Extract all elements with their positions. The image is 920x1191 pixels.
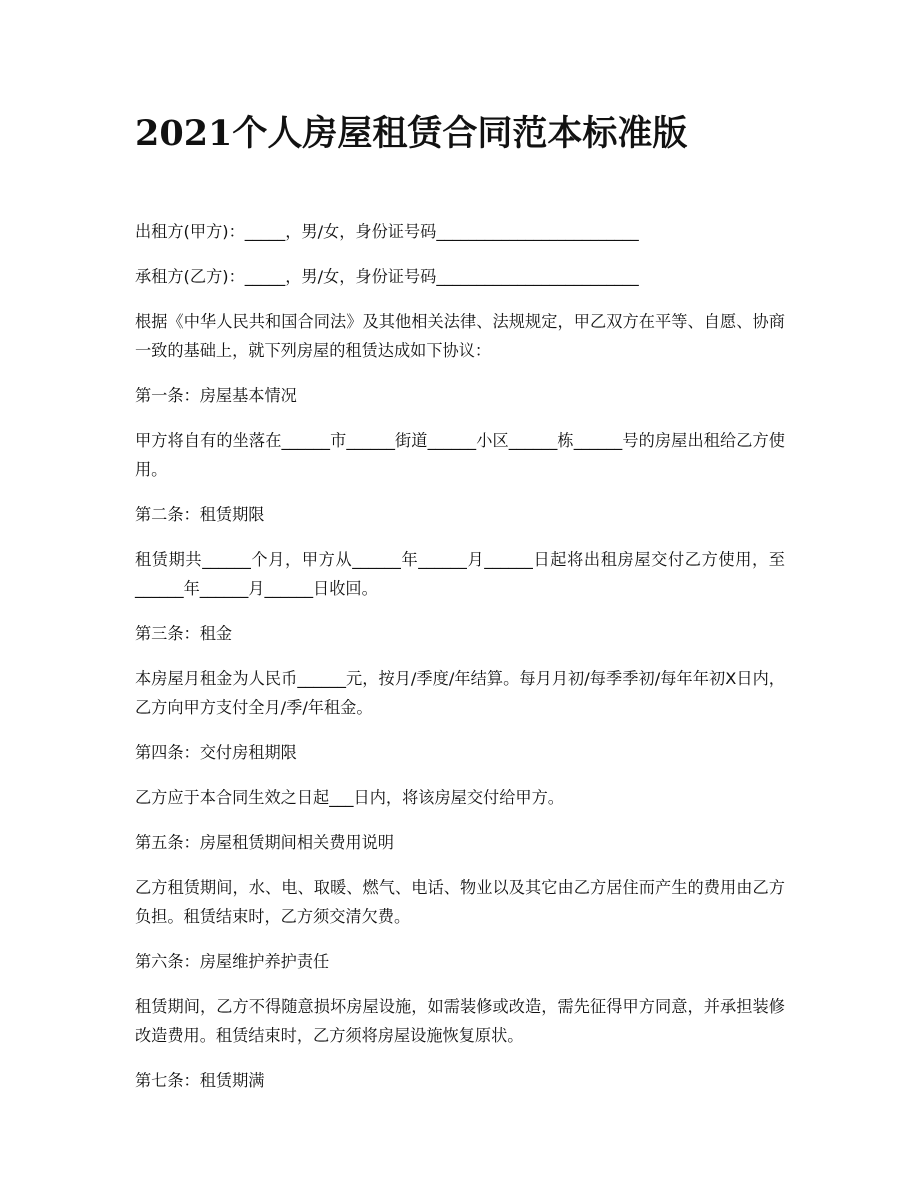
clause-1-heading: 第一条：房屋基本情况 [135,386,297,405]
document-body [135,217,785,1111]
clause-2-text: 租赁期共______个月，甲方从______年______月______日起将出租房屋交付乙方使用，至______年______月______日收回。 [135,550,785,598]
party-b-line: 承租方(乙方)：_____，男/女，身份证号码_________________________ [135,267,639,286]
document-title: 2021个人房屋租赁合同范本标准版 [135,113,688,154]
party-a-line: 出租方(甲方)：_____，男/女，身份证号码_________________________ [135,222,639,241]
clause-2-heading: 第二条：租赁期限 [135,505,265,524]
intro-paragraph: 根据《中华人民共和国合同法》及其他相关法律、法规规定，甲乙双方在平等、自愿、协商一致的基础上，就下列房屋的租赁达成如下协议： [135,312,785,360]
clause-4-heading: 第四条：交付房租期限 [135,743,297,762]
clause-5-heading: 第五条：房屋租赁期间相关费用说明 [135,833,394,852]
clause-3-text: 本房屋月租金为人民币______元，按月/季度/年结算。每月月初/每季季初/每年年初X日内，乙方向甲方支付全月/季/年租金。 [135,669,785,717]
clause-7-heading: 第七条：租赁期满 [135,1071,265,1090]
clause-6-text: 租赁期间，乙方不得随意损坏房屋设施，如需装修或改造，需先征得甲方同意，并承担装修改造费用。租赁结束时，乙方须将房屋设施恢复原状。 [135,997,785,1045]
clause-4-text: 乙方应于本合同生效之日起___日内，将该房屋交付给甲方。 [135,788,564,807]
clause-5-text: 乙方租赁期间，水、电、取暖、燃气、电话、物业以及其它由乙方居住而产生的费用由乙方负担。租赁结束时，乙方须交清欠费。 [135,878,785,926]
clause-3-heading: 第三条：租金 [135,624,233,643]
clause-6-heading: 第六条：房屋维护养护责任 [135,952,330,971]
clause-1-text: 甲方将自有的坐落在______市______街道______小区______栋______号的房屋出租给乙方使用。 [135,431,785,479]
